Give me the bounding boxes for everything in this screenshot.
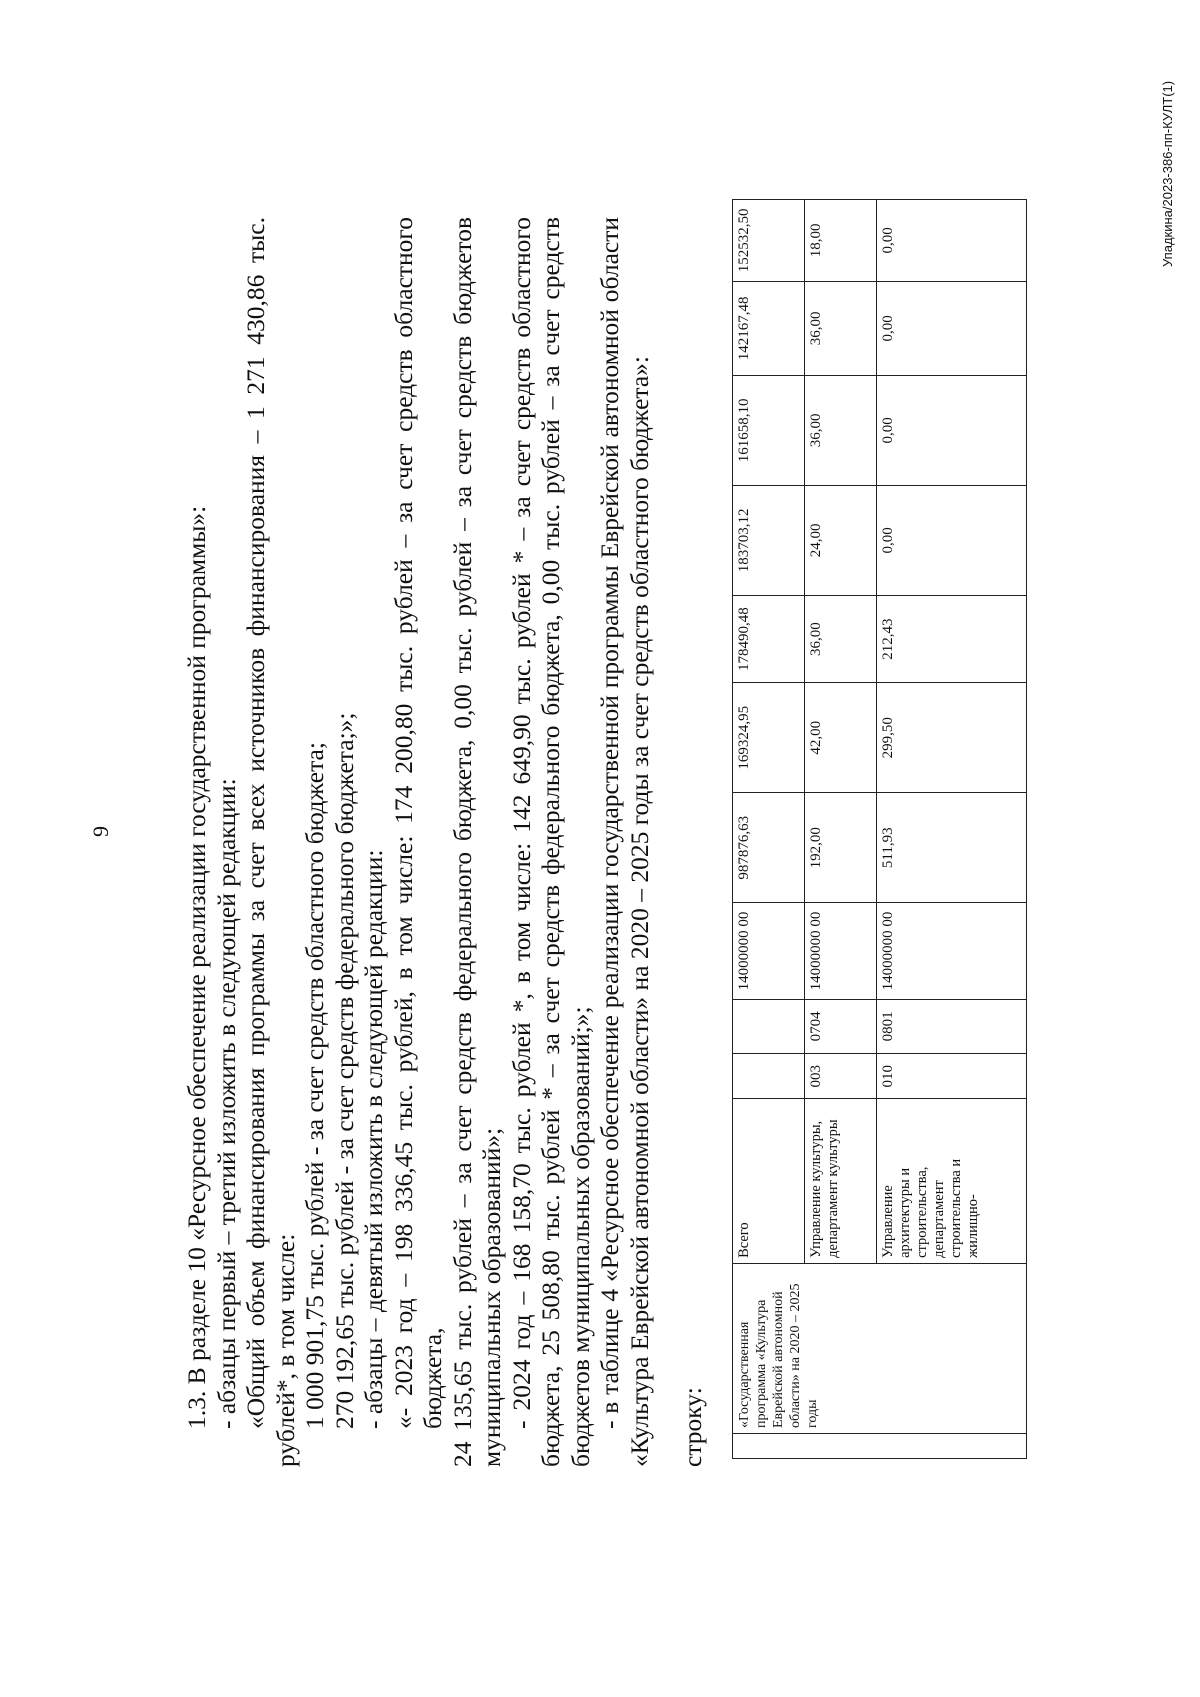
value-cell: 0,00: [877, 200, 1027, 282]
executor-cell: Управление культуры, департамент культуры: [805, 1099, 877, 1263]
paragraph: 1 000 901,75 тыс. рублей - за счет средств областного бюджета;: [300, 742, 329, 1429]
value-cell: 0,00: [877, 485, 1027, 595]
rzpr-cell: [733, 999, 805, 1053]
paragraph: - абзацы – девятый изложить в следующей редакции:: [359, 849, 388, 1429]
rzpr-cell: 0704: [805, 999, 877, 1053]
paragraph: 1.3. В разделе 10 «Ресурсное обеспечение реализации государственной программы»:: [182, 505, 211, 1429]
value-cell: 183703,12: [733, 485, 805, 595]
paragraph: 270 192,65 тыс. рублей - за счет средств федерального бюджета;»;: [329, 712, 359, 1429]
value-cell: 36,00: [805, 595, 877, 682]
value-cell: 511,93: [877, 793, 1027, 903]
value-cell: 36,00: [805, 375, 877, 485]
paragraph: бюджетов муниципальных образований;»;: [565, 1006, 595, 1467]
csr-cell: 14000000 00: [877, 903, 1027, 999]
value-cell: 42,00: [805, 683, 877, 793]
paragraph: «- 2023 год – 198 336,45 тыс. рублей, в том числе: 174 200,80 тыс. рублей – за счет средств областного бюджета,: [388, 217, 447, 1429]
paragraph: - 2024 год – 168 158,70 тыс. рублей *, в том числе: 142 649,90 тыс. рублей * – за счет средств областного: [506, 217, 536, 1429]
value-cell: 192,00: [805, 793, 877, 903]
paragraph: муниципальных образований»;: [477, 1127, 506, 1467]
grbs-cell: [733, 1054, 805, 1099]
paragraph: рублей*, в том числе:: [270, 1233, 300, 1467]
value-cell: 161658,10: [733, 375, 805, 485]
value-cell: 18,00: [805, 200, 877, 282]
value-cell: 0,00: [877, 375, 1027, 485]
value-cell: 987876,63: [733, 793, 805, 903]
program-name-cell: «Государственная программа «Культура Еврейской автономной области» на 2020 – 2025 годы: [733, 1263, 1027, 1433]
value-cell: 299,50: [877, 683, 1027, 793]
blank-cell: [733, 1434, 1027, 1459]
value-cell: 36,00: [805, 281, 877, 375]
paragraph: 24 135,65 тыс. рублей – за счет средств федерального бюджета, 0,00 тыс. рублей – за счет средств бюджетов: [447, 217, 477, 1467]
paragraph: бюджета, 25 508,80 тыс. рублей * – за счет средств федерального бюджета, 0,00 тыс. рублей – за счет средств: [536, 217, 565, 1467]
value-cell: 169324,95: [733, 683, 805, 793]
value-cell: 142167,48: [733, 281, 805, 375]
body-text: [182, 217, 654, 1467]
value-cell: 0,00: [877, 281, 1027, 375]
rzpr-cell: 0801: [877, 999, 1027, 1053]
paragraph: «Общий объем финансирования программы за счет всех источников финансирования – 1 271 430,86 тыс.: [241, 217, 270, 1429]
executor-cell: Всего: [733, 1099, 805, 1263]
page-number: 9: [88, 826, 113, 837]
grbs-cell: 003: [805, 1054, 877, 1099]
value-cell: 178490,48: [733, 595, 805, 682]
paragraph: - в таблице 4 «Ресурсное обеспечение реализации государственной программы Еврейской автономной области: [595, 217, 624, 1429]
footer-code: Упадкина/2023-386-пп-КУЛТ(1): [1160, 80, 1175, 267]
csr-cell: 14000000 00: [805, 903, 877, 999]
stroku-label: строку:: [678, 1387, 707, 1467]
value-cell: 152532,50: [733, 200, 805, 282]
executor-cell: Управление архитектуры и строительства, департамент строительства и жилищно-: [877, 1099, 1027, 1263]
budget-table: [732, 199, 1027, 1459]
paragraph: - абзацы первый – третий изложить в следующей редакции:: [211, 778, 241, 1429]
csr-cell: 14000000 00: [733, 903, 805, 999]
table-row: [733, 200, 805, 1459]
value-cell: 212,43: [877, 595, 1027, 682]
paragraph: «Культура Еврейской автономной области» на 2020 – 2025 годы за счет средств областного бюджета»:: [624, 355, 654, 1467]
grbs-cell: 010: [877, 1054, 1027, 1099]
value-cell: 24,00: [805, 485, 877, 595]
